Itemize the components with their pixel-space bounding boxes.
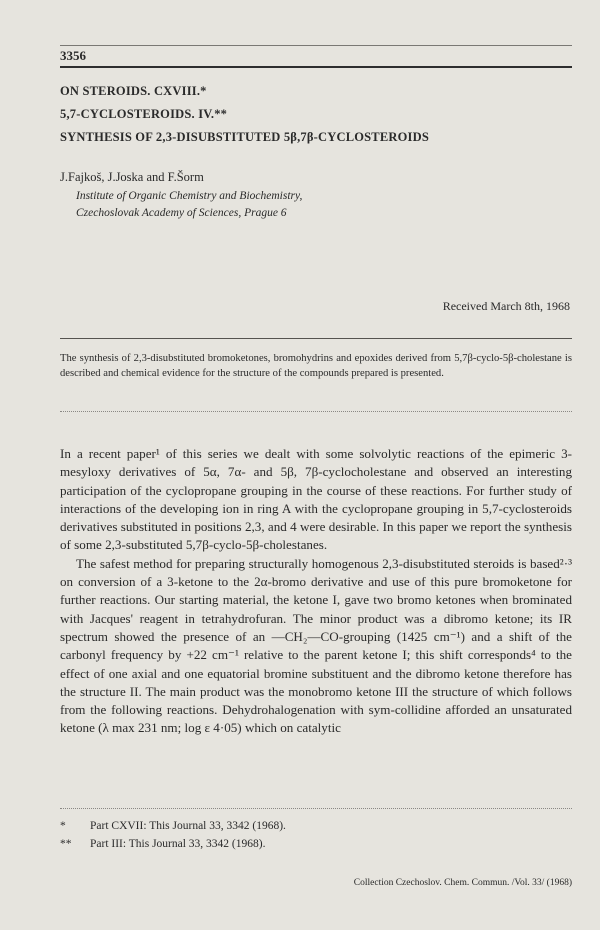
page-number: 3356 xyxy=(60,48,86,63)
footnote-2 xyxy=(60,838,265,850)
footnote-1 xyxy=(60,820,286,832)
abstract-top-rule xyxy=(60,338,572,339)
footnote-1-text: Part CXVII: This Journal 33, 3342 (1968). xyxy=(90,820,286,832)
footnote-2-mark: ** xyxy=(60,838,72,850)
received-date: Received March 8th, 1968 xyxy=(442,299,570,313)
abstract-bottom-rule xyxy=(60,411,572,412)
footnote-1-mark: * xyxy=(60,820,66,832)
title-line-2: 5,7-CYCLOSTEROIDS. IV.** xyxy=(60,107,228,121)
header-rule xyxy=(60,66,572,68)
abstract: The synthesis of 2,3-disubstituted bromoketones, bromohydrins and epoxides derived from 5,7β-cyclo-5β-cholestane is described and chemical evidence for the structure of the compounds prepared is presented. xyxy=(60,353,572,379)
footnote-rule xyxy=(60,808,572,809)
footnote-2-text: Part III: This Journal 33, 3342 (1968). xyxy=(90,838,266,850)
title-line-3: SYNTHESIS OF 2,3-DISUBSTITUTED 5β,7β-CYCLOSTEROIDS xyxy=(60,130,429,144)
top-rule xyxy=(60,45,572,46)
title-line-1: ON STEROIDS. CXVIII.* xyxy=(60,84,207,98)
affiliation-line-1: Institute of Organic Chemistry and Biochemistry, xyxy=(76,190,303,202)
body-paragraph-2: The safest method for preparing structurally homogenous 2,3-disubstituted steroids is based²·³ on conversion of a 3-ketone to the 2α-bromo derivative and use of this pure bromoketone for further reactions. Our starting material, the ketone I, gave two bromo ketones when brominated with Jacques' reagent in tetrahydrofuran. The minor product was a dibromo ketone; its IR spectrum showed the presence of an —CH₂—CO-grouping (1425 cm⁻¹) and a shift of the carbonyl frequency by +22 cm⁻¹ relative to the parent ketone I; this shift corresponds⁴ to the effect of one axial and one equatorial bromine substituent and the dibromo ketone therefore has the structure II. The main product was the monobromo ketone III the structure of which follows from the following reactions. Dehydrohalogenation with sym-collidine afforded an unsaturated ketone (λ max 231 nm; log ε 4·05) which on catalytic xyxy=(60,555,572,736)
body-paragraph-1: In a recent paper¹ of this series we dealt with some solvolytic reactions of the epimeric 3-mesyloxy derivatives of 5α, 7α- and 5β, 7β-cyclocholestane and observed an interesting participation of the cyclopropane grouping in the course of these reactions. For further study of interactions of the developing ion in ring A with the cyclopropane grouping in 5,7-cyclosteroids derivatives substituted in positions 2,3, and 4 were desirable. In this paper we report the synthesis of some 2,3-substituted 5,7β-cyclo-5β-cholestanes. xyxy=(60,446,572,553)
affiliation-line-2: Czechoslovak Academy of Sciences, Prague 6 xyxy=(76,207,287,219)
article-body xyxy=(60,445,572,738)
journal-footer: Collection Czechoslov. Chem. Commun. /Vol. 33/ (1968) xyxy=(353,878,572,888)
authors: J.Fajkoš, J.Joska and F.Šorm xyxy=(60,170,204,184)
